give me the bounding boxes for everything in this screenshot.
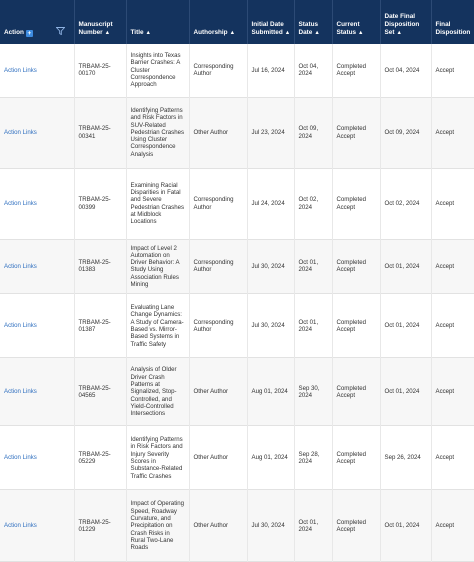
current-status: Completed Accept bbox=[332, 97, 380, 168]
funnel-icon[interactable] bbox=[56, 27, 65, 35]
status-date: Oct 02, 2024 bbox=[294, 168, 332, 239]
table-row bbox=[0, 490, 474, 562]
action-links-text[interactable]: Action Links bbox=[4, 322, 37, 330]
final-date: Oct 04, 2024 bbox=[380, 44, 431, 97]
manuscript-number: TRBAM-25-04565 bbox=[74, 358, 126, 426]
final-disposition: Accept bbox=[435, 128, 455, 136]
sort-up-icon[interactable]: ▲ bbox=[104, 30, 111, 36]
action-links[interactable] bbox=[0, 168, 74, 239]
initial-date: Aug 01, 2024 bbox=[247, 426, 294, 490]
current-status: Completed Accept bbox=[332, 490, 380, 562]
status-date: Sep 30, 2024 bbox=[294, 358, 332, 426]
table-row bbox=[0, 168, 474, 239]
header-final-date-label: Date Final Disposition Set bbox=[384, 13, 420, 36]
header-final-disposition-label: Final Disposition bbox=[435, 21, 471, 36]
plus-icon[interactable]: + bbox=[27, 30, 32, 37]
final-date: Oct 02, 2024 bbox=[380, 168, 431, 239]
action-links-text[interactable]: Action Links bbox=[4, 128, 37, 136]
manuscript-number: TRBAM-25-01229 bbox=[74, 490, 126, 562]
final-disposition: Accept bbox=[435, 66, 455, 74]
current-status: Completed Accept bbox=[332, 44, 380, 97]
header-authorship-label: Authorship bbox=[193, 29, 228, 36]
manuscript-number: TRBAM-25-01387 bbox=[74, 294, 126, 358]
header-initial-date[interactable] bbox=[247, 0, 294, 44]
header-current-status[interactable] bbox=[332, 0, 380, 44]
header-initial-date-label: Initial Date Submitted bbox=[251, 21, 284, 36]
current-status: Completed Accept bbox=[332, 294, 380, 358]
status-date: Oct 01, 2024 bbox=[294, 490, 332, 562]
header-manuscript[interactable] bbox=[74, 0, 126, 44]
authorship: Corresponding Author bbox=[189, 44, 247, 97]
table-row bbox=[0, 239, 474, 294]
header-action-label: Action bbox=[4, 29, 24, 36]
table-body bbox=[0, 44, 474, 562]
final-disposition: Accept bbox=[435, 454, 455, 462]
action-links-text[interactable]: Action Links bbox=[4, 454, 37, 462]
final-disposition: Accept bbox=[435, 388, 455, 396]
action-links[interactable] bbox=[0, 294, 74, 358]
manuscript-title: Insights into Texas Barrier Crashes: A Cluster Correspondence Approach bbox=[126, 44, 189, 97]
manuscript-number: TRBAM-25-00170 bbox=[74, 44, 126, 97]
current-status: Completed Accept bbox=[332, 168, 380, 239]
final-disposition: Accept bbox=[435, 522, 455, 530]
action-links-text[interactable]: Action Links bbox=[4, 522, 37, 530]
status-date: Oct 04, 2024 bbox=[294, 44, 332, 97]
manuscript-title: Impact of Level 2 Automation on Driver Behavior: A Study Using Association Rules Mining bbox=[126, 239, 189, 294]
initial-date: Aug 01, 2024 bbox=[247, 358, 294, 426]
initial-date: Jul 30, 2024 bbox=[247, 294, 294, 358]
manuscript-title: Analysis of Older Driver Crash Patterns at Signalized, Stop-Controlled, and Yield-Controlled Intersections bbox=[126, 358, 189, 426]
action-links[interactable] bbox=[0, 426, 74, 490]
table-row bbox=[0, 44, 474, 97]
header-current-status-label: Current Status bbox=[336, 21, 360, 36]
status-date: Oct 01, 2024 bbox=[294, 239, 332, 294]
final-disposition: Accept bbox=[435, 322, 455, 330]
final-date: Oct 01, 2024 bbox=[380, 239, 431, 294]
initial-date: Jul 16, 2024 bbox=[247, 44, 294, 97]
manuscript-title: Identifying Patterns and Risk Factors in SUV-Related Pedestrian Crashes Using Cluster Correspondence Analysis bbox=[126, 97, 189, 168]
table-row bbox=[0, 294, 474, 358]
authorship: Other Author bbox=[189, 490, 247, 562]
manuscript-title: Examining Racial Disparities in Fatal and Severe Pedestrian Crashes at Midblock Locations bbox=[126, 168, 189, 239]
manuscript-title: Evaluating Lane Change Dynamics: A Study of Camera-Based vs. Mirror-Based Systems in Traffic Safety bbox=[126, 294, 189, 358]
header-action bbox=[0, 0, 74, 44]
manuscript-title: Identifying Patterns in Risk Factors and Injury Severity Scores in Substance-Related Traffic Crashes bbox=[126, 426, 189, 490]
action-links[interactable] bbox=[0, 44, 74, 97]
status-date: Oct 09, 2024 bbox=[294, 97, 332, 168]
status-date: Sep 28, 2024 bbox=[294, 426, 332, 490]
header-final-date[interactable] bbox=[380, 0, 431, 44]
authorship: Corresponding Author bbox=[189, 294, 247, 358]
current-status: Completed Accept bbox=[332, 426, 380, 490]
sort-up-icon[interactable]: ▲ bbox=[229, 30, 236, 36]
action-links-text[interactable]: Action Links bbox=[4, 262, 37, 270]
authorship: Other Author bbox=[189, 358, 247, 426]
final-disposition: Accept bbox=[435, 199, 455, 207]
authorship: Corresponding Author bbox=[189, 168, 247, 239]
manuscript-number: TRBAM-25-00341 bbox=[74, 97, 126, 168]
header-status-date[interactable] bbox=[294, 0, 332, 44]
header-title[interactable] bbox=[126, 0, 189, 44]
initial-date: Jul 30, 2024 bbox=[247, 239, 294, 294]
final-date: Oct 01, 2024 bbox=[380, 358, 431, 426]
authorship: Corresponding Author bbox=[189, 239, 247, 294]
action-links[interactable] bbox=[0, 97, 74, 168]
status-date: Oct 01, 2024 bbox=[294, 294, 332, 358]
final-date: Oct 01, 2024 bbox=[380, 490, 431, 562]
final-date: Sep 26, 2024 bbox=[380, 426, 431, 490]
manuscript-number: TRBAM-25-01383 bbox=[74, 239, 126, 294]
header-final-disposition[interactable] bbox=[431, 0, 474, 44]
action-links[interactable] bbox=[0, 490, 74, 562]
action-links[interactable] bbox=[0, 358, 74, 426]
table-header bbox=[0, 0, 474, 44]
manuscript-number: TRBAM-25-05229 bbox=[74, 426, 126, 490]
header-status-date-label: Status Date bbox=[298, 21, 319, 36]
initial-date: Jul 23, 2024 bbox=[247, 97, 294, 168]
header-row bbox=[0, 0, 474, 44]
final-date: Oct 09, 2024 bbox=[380, 97, 431, 168]
action-links[interactable] bbox=[0, 239, 74, 294]
sort-up-icon[interactable]: ▲ bbox=[314, 30, 320, 36]
authorship: Other Author bbox=[189, 426, 247, 490]
action-links-text[interactable]: Action Links bbox=[4, 388, 37, 396]
table-row bbox=[0, 426, 474, 490]
final-disposition: Accept bbox=[435, 262, 455, 270]
table-row bbox=[0, 97, 474, 168]
sort-up-icon[interactable]: ▲ bbox=[145, 30, 151, 36]
manuscript-title: Impact of Operating Speed, Roadway Curvature, and Precipitation on Crash Risks in Rural Two-Lane Roads bbox=[126, 490, 189, 562]
manuscript-number: TRBAM-25-00399 bbox=[74, 168, 126, 239]
header-manuscript-label: Manuscript Number bbox=[78, 21, 113, 36]
authorship: Other Author bbox=[189, 97, 247, 168]
header-authorship[interactable] bbox=[189, 0, 247, 44]
header-title-label: Title bbox=[130, 29, 144, 36]
sort-up-icon[interactable]: ▲ bbox=[396, 30, 402, 36]
sort-up-icon[interactable]: ▲ bbox=[358, 30, 364, 36]
initial-date: Jul 24, 2024 bbox=[247, 168, 294, 239]
current-status: Completed Accept bbox=[332, 358, 380, 426]
current-status: Completed Accept bbox=[332, 239, 380, 294]
initial-date: Jul 30, 2024 bbox=[247, 490, 294, 562]
sort-up-icon[interactable]: ▲ bbox=[284, 30, 291, 36]
table-row bbox=[0, 358, 474, 426]
final-date: Oct 01, 2024 bbox=[380, 294, 431, 358]
action-links-text[interactable]: Action Links bbox=[4, 199, 37, 207]
action-links-text[interactable]: Action Links bbox=[4, 66, 37, 74]
